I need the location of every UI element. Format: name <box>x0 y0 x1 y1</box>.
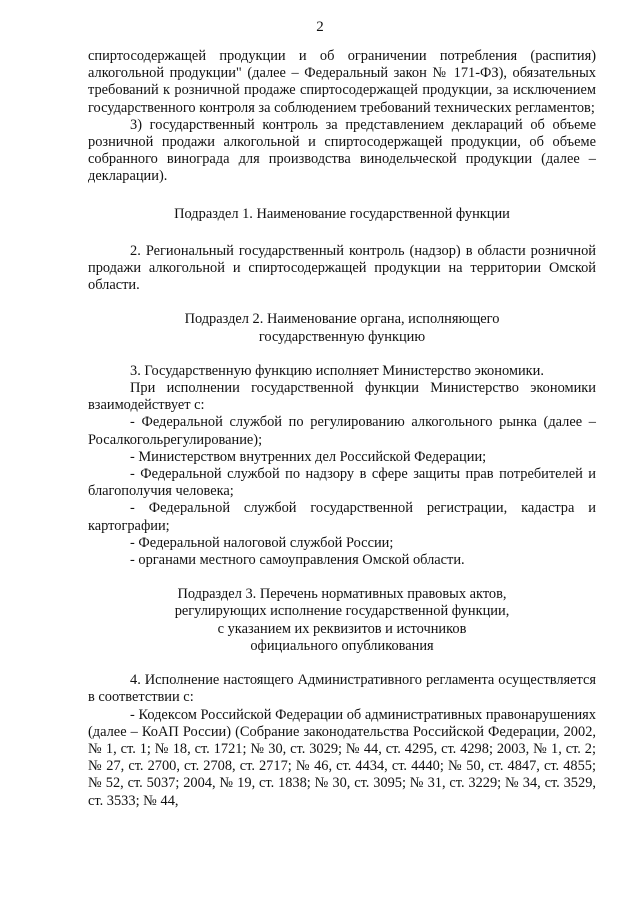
section-heading-line: с указанием их реквизитов и источников <box>217 620 467 637</box>
section-heading-line: официального опубликования <box>250 637 434 654</box>
paragraph: 3) государственный контроль за представлением деклараций об объеме розничной продажи алкогольной и спиртосодержащей продукции, об объеме собранного винограда для производства винодельческой продукции (далее – декларации). <box>88 116 596 185</box>
document-body <box>88 48 596 810</box>
section-heading-line: регулирующих исполнение государственной функции, <box>174 603 510 620</box>
paragraph: - Федеральной налоговой службой России; <box>130 534 394 551</box>
spacer <box>88 186 596 206</box>
paragraph: - Федеральной службой по надзору в сфере защиты прав потребителей и благополучия человека; <box>88 466 596 500</box>
paragraph: - органами местного самоуправления Омской области. <box>130 552 465 569</box>
paragraph: - Министерством внутренних дел Российской Федерации; <box>130 448 487 465</box>
paragraph: спиртосодержащей продукции и об ограничении потребления (распития) алкогольной продукции" (далее – Федеральный закон № 171-ФЗ), обязательных требований к розничной продаже спиртосодержащей продукции, за исключением государственного контроля за соблюдением требований технических регламентов; <box>88 48 596 116</box>
paragraph: - Федеральной службой государственной регистрации, кадастра и картографии; <box>88 500 596 534</box>
section-heading-line: Подраздел 1. Наименование государственной функции <box>174 205 510 222</box>
section-heading-line: Подраздел 3. Перечень нормативных правовых актов, <box>177 586 507 603</box>
paragraph: - Кодексом Российской Федерации об административных правонарушениях (далее – КоАП России) (Собрание законодательства Российской Федерации, 2002, № 1, ст. 1; № 18, ст. 1721; № 30, ст. 3029; № 44, ст. 4295, ст. 4298; 2003, № 1, ст. 2; № 27, ст. 2700, ст. 2708, ст. 2717; № 46, ст. 4434, ст. 4440; № 50, ст. 4847, ст. 4855; № 52, ст. 5037; 2004, № 19, ст. 1838; № 30, ст. 3095; № 31, ст. 3229; № 34, ст. 3529, ст. 3533; № 44, <box>88 706 596 809</box>
paragraph: При исполнении государственной функции Министерство экономики взаимодействует с: <box>88 380 596 414</box>
spacer <box>88 294 596 311</box>
paragraph: - Федеральной службой по регулированию алкогольного рынка (далее – Росалкогольрегулирование); <box>88 414 596 448</box>
page-number: 2 <box>316 19 324 35</box>
section-heading-line: Подраздел 2. Наименование органа, исполняющего <box>184 311 500 328</box>
spacer <box>88 346 596 363</box>
spacer <box>88 223 596 243</box>
paragraph: 3. Государственную функцию исполняет Министерство экономики. <box>130 362 544 379</box>
paragraph: 2. Региональный государственный контроль (надзор) в области розничной продажи алкогольной и спиртосодержащей продукции на территории Омской области. <box>88 242 596 294</box>
section-heading-line: государственную функцию <box>258 328 426 345</box>
paragraph: 4. Исполнение настоящего Административного регламента осуществляется в соответствии с: <box>88 672 596 706</box>
spacer <box>88 655 596 672</box>
spacer <box>88 569 596 586</box>
